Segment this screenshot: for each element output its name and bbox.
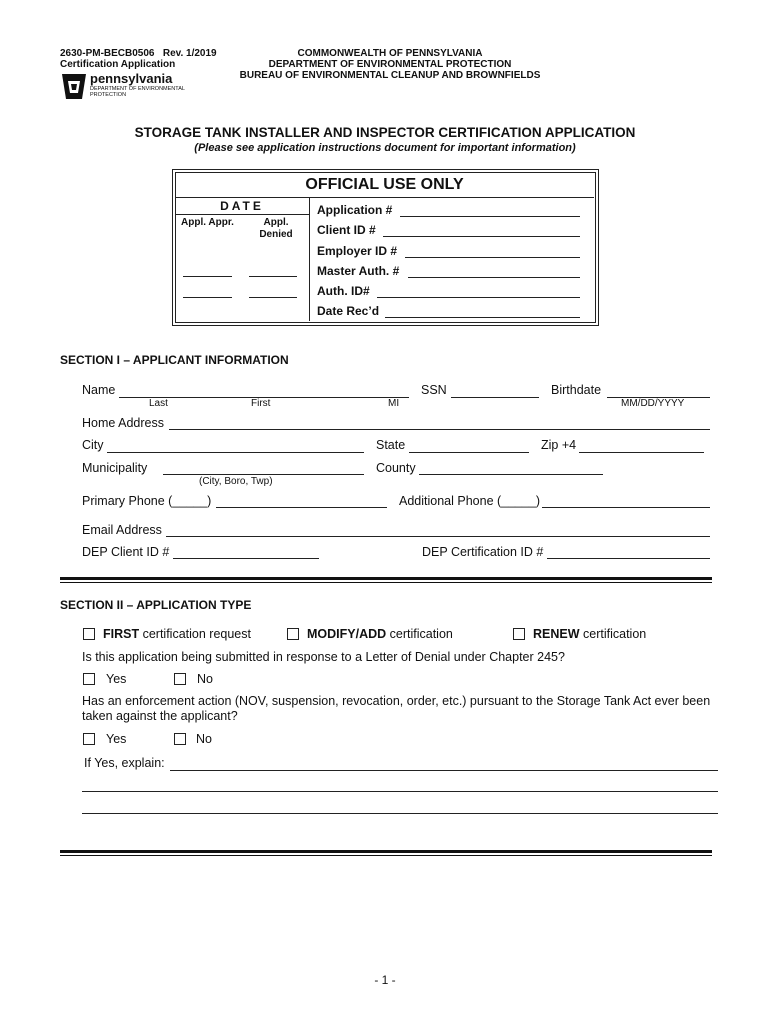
first-cert-label: FIRST certification request — [103, 627, 251, 641]
section-divider — [60, 577, 712, 580]
date-recd-label: Date Rec’d — [317, 304, 380, 318]
auth-id-label: Auth. ID# — [317, 284, 370, 298]
dep-client-field[interactable] — [173, 558, 319, 559]
master-auth-label: Master Auth. # — [317, 264, 400, 278]
state-field[interactable] — [409, 452, 529, 453]
birthdate-label: Birthdate — [551, 383, 602, 397]
page-number: - 1 - — [374, 973, 396, 987]
email-field[interactable] — [166, 536, 710, 537]
enforcement-no-checkbox[interactable] — [174, 733, 186, 745]
dep-cert-field[interactable] — [547, 558, 710, 559]
mi-hint: MI — [388, 398, 400, 409]
denial-yes-label: Yes — [106, 672, 127, 686]
ssn-field[interactable] — [451, 397, 539, 398]
municipality-field[interactable] — [163, 474, 364, 475]
enforcement-yes-checkbox[interactable] — [83, 733, 95, 745]
county-field[interactable] — [419, 474, 603, 475]
denial-question: Is this application being submitted in response to a Letter of Denial under Chapter 245? — [82, 650, 565, 664]
employer-id-line[interactable] — [405, 257, 580, 258]
name-label: Name — [82, 383, 116, 397]
application-number-line[interactable] — [400, 216, 580, 217]
form-subtitle: (Please see application instructions document for important information) — [194, 142, 576, 154]
denial-no-label: No — [197, 672, 213, 686]
form-type: Certification Application — [60, 59, 176, 70]
denial-no-checkbox[interactable] — [174, 673, 186, 685]
pa-dep-logo: pennsylvania DEPARTMENT OF ENVIRONMENTAL PROTECTION — [60, 71, 190, 101]
form-title: STORAGE TANK INSTALLER AND INSPECTOR CERTIFICATION APPLICATION — [134, 125, 636, 140]
renew-cert-checkbox[interactable] — [513, 628, 525, 640]
enforcement-question-line2: taken against the applicant? — [82, 709, 238, 723]
zip-label: Zip +4 — [541, 438, 577, 452]
home-address-field[interactable] — [169, 429, 710, 430]
appl-denied-label: Appl. Denied — [259, 217, 293, 240]
state-label: State — [376, 438, 406, 452]
dep-client-label: DEP Client ID # — [82, 545, 170, 559]
enforcement-question-line1: Has an enforcement action (NOV, suspension, revocation, order, etc.) pursuant to the Storage Tank Act ever been — [82, 694, 711, 708]
date-recd-line[interactable] — [385, 317, 580, 318]
city-field[interactable] — [107, 452, 364, 453]
logo-subtext: DEPARTMENT OF ENVIRONMENTAL PROTECTION — [90, 86, 185, 98]
auth-id-line[interactable] — [377, 297, 580, 298]
home-address-label: Home Address — [82, 416, 164, 430]
application-number-label: Application # — [317, 203, 393, 217]
explain-line-1[interactable] — [170, 770, 718, 771]
renew-cert-label: RENEW certification — [533, 627, 647, 641]
denial-yes-checkbox[interactable] — [83, 673, 95, 685]
form-id: 2630-PM-BECB0506 Rev. 1/2019 — [60, 48, 217, 59]
additional-phone-label: Additional Phone (_____) — [399, 494, 541, 508]
employer-id-label: Employer ID # — [317, 244, 398, 258]
appl-appr-label: Appl. Appr. — [181, 217, 234, 228]
first-hint: First — [251, 398, 271, 409]
modify-cert-checkbox[interactable] — [287, 628, 299, 640]
client-id-line[interactable] — [383, 236, 580, 237]
enforcement-yes-label: Yes — [106, 732, 127, 746]
master-auth-line[interactable] — [408, 277, 580, 278]
official-use-heading: OFFICIAL USE ONLY — [305, 176, 464, 193]
section2-heading: SECTION II – APPLICATION TYPE — [60, 598, 252, 612]
email-label: Email Address — [82, 523, 162, 537]
section1-heading: SECTION I – APPLICANT INFORMATION — [60, 353, 289, 367]
primary-phone-label: Primary Phone (_____) — [82, 494, 212, 508]
ssn-label: SSN — [421, 383, 447, 397]
modify-cert-label: MODIFY/ADD certification — [307, 627, 453, 641]
last-hint: Last — [149, 398, 168, 409]
municipality-label: Municipality — [82, 461, 148, 475]
client-id-label: Client ID # — [317, 223, 376, 237]
dep-cert-label: DEP Certification ID # — [422, 545, 544, 559]
zip-field[interactable] — [579, 452, 704, 453]
municipality-hint: (City, Boro, Twp) — [199, 476, 273, 487]
enforcement-no-label: No — [196, 732, 212, 746]
explain-label: If Yes, explain: — [84, 756, 165, 770]
additional-phone-field[interactable] — [542, 507, 710, 508]
first-cert-checkbox[interactable] — [83, 628, 95, 640]
explain-line-2[interactable] — [82, 791, 718, 792]
primary-phone-field[interactable] — [216, 507, 387, 508]
date-label: DATE — [220, 199, 264, 213]
agency-block: COMMONWEALTH OF PENNSYLVANIA DEPARTMENT OF ENVIRONMENTAL PROTECTION BUREAU OF ENVIRONMENTAL CLEANUP AND BROWNFIELDS — [239, 48, 541, 81]
city-label: City — [82, 438, 104, 452]
date-format-hint: MM/DD/YYYY — [621, 398, 685, 409]
county-label: County — [376, 461, 416, 475]
keystone-icon — [60, 71, 88, 101]
bottom-divider — [60, 850, 712, 853]
explain-line-3[interactable] — [82, 813, 718, 814]
